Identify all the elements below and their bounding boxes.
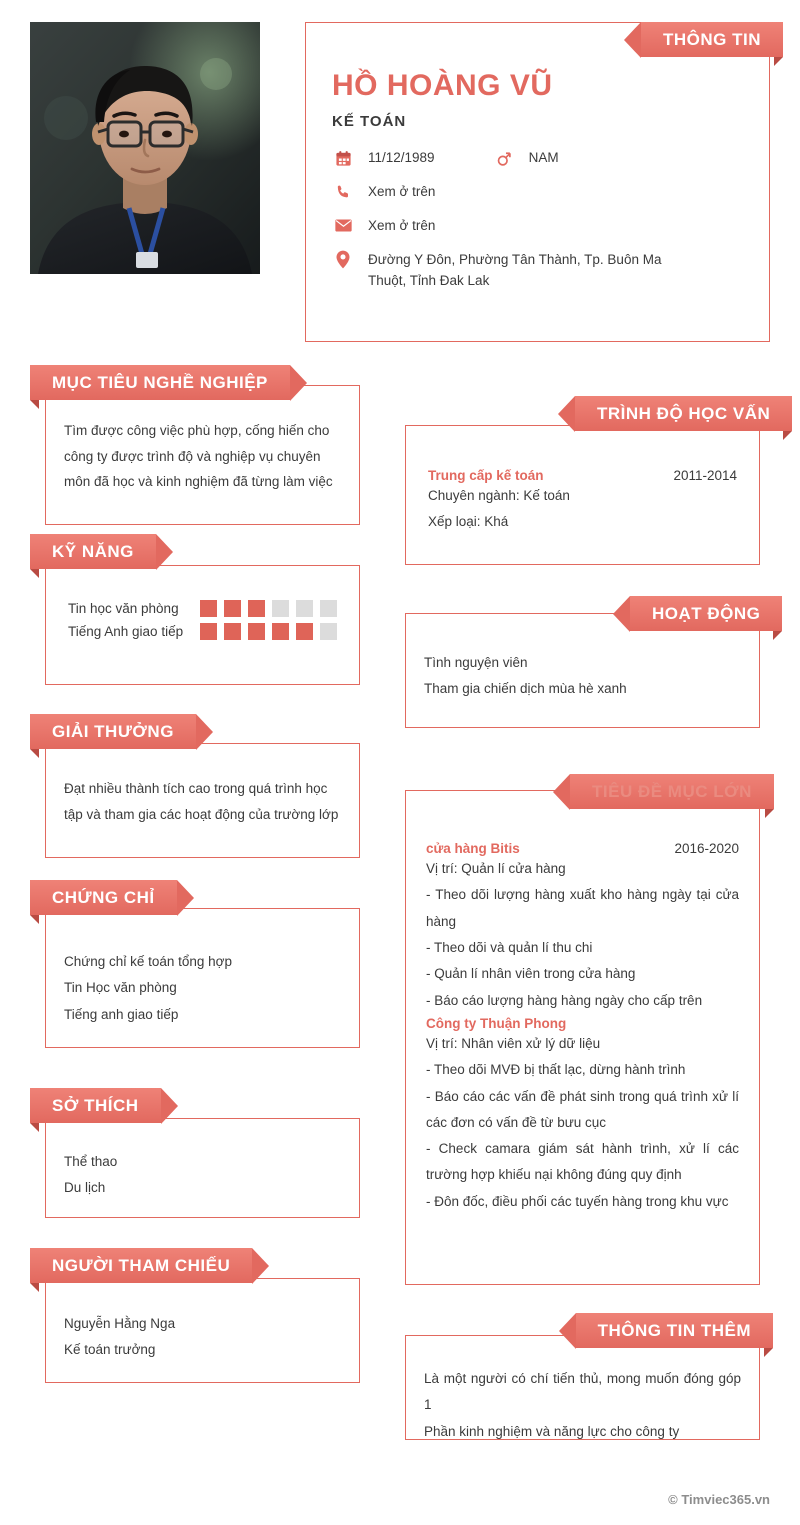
phone-value: Xem ở trên bbox=[368, 183, 436, 199]
experience-job1-line: - Theo dõi lượng hàng xuất kho hàng ngày tại cửa hàng bbox=[426, 887, 739, 929]
skill-dot bbox=[320, 623, 337, 640]
address-row bbox=[332, 250, 743, 292]
address-value bbox=[368, 250, 661, 292]
certificates-ribbon: CHỨNG CHỈ bbox=[30, 880, 177, 915]
skill-dot bbox=[248, 600, 265, 617]
phone-icon bbox=[332, 182, 354, 202]
experience-job2-title: Công ty Thuận Phong bbox=[426, 1015, 567, 1031]
email-value: Xem ở trên bbox=[368, 217, 436, 233]
address-line-2: Thuột, Tỉnh Đak Lak bbox=[368, 272, 490, 288]
education-entry-date: 2011-2014 bbox=[673, 468, 737, 483]
hobbies-ribbon: SỞ THÍCH bbox=[30, 1088, 161, 1123]
experience-job1-head bbox=[426, 841, 739, 856]
awards-line-1: Đạt nhiều thành tích cao trong quá trình học bbox=[64, 781, 328, 796]
awards-ribbon: GIẢI THƯỞNG bbox=[30, 714, 196, 749]
candidate-name: HỒ HOÀNG VŨ bbox=[332, 69, 553, 102]
experience-job2-line: - Đôn đốc, điều phối các tuyến hàng trong khu vực bbox=[426, 1193, 729, 1209]
skill-row bbox=[68, 600, 337, 617]
experience-job1-line: - Quản lí nhân viên trong cửa hàng bbox=[426, 966, 636, 982]
activity-line-1: Tình nguyện viên bbox=[424, 655, 528, 670]
objective-line-3: môn đã học và kinh nghiệm đã từng làm việc bbox=[64, 474, 333, 490]
experience-job1-line: Vị trí: Quản lí cửa hàng bbox=[426, 861, 566, 876]
experience-panel bbox=[405, 790, 760, 1285]
skills-ribbon: KỸ NĂNG bbox=[30, 534, 156, 569]
objective-panel bbox=[45, 385, 360, 525]
skill-dot bbox=[296, 600, 313, 617]
skill-dot bbox=[320, 600, 337, 617]
extra-info-ribbon: THÔNG TIN THÊM bbox=[576, 1313, 773, 1348]
phone-row bbox=[332, 182, 743, 203]
references-panel bbox=[45, 1278, 360, 1383]
hobby-item: Thể thao bbox=[64, 1154, 118, 1169]
experience-job2-line: Vị trí: Nhân viên xử lý dữ liệu bbox=[426, 1035, 601, 1051]
personal-info-ribbon: THÔNG TIN bbox=[641, 22, 783, 57]
experience-job1-date: 2016-2020 bbox=[674, 841, 739, 856]
skill-label: Tiếng Anh giao tiếp bbox=[68, 624, 184, 639]
objective-line-1: Tìm được công việc phù hợp, cống hiến cho bbox=[64, 423, 330, 438]
certificate-item: Chứng chỉ kế toán tổng hợp bbox=[64, 954, 232, 969]
location-pin-icon bbox=[332, 250, 354, 270]
certificates-ribbon-wrap bbox=[30, 880, 177, 915]
skill-dot bbox=[296, 623, 313, 640]
hobbies-ribbon-wrap bbox=[30, 1088, 161, 1123]
objective-ribbon: MỤC TIÊU NGHỀ NGHIỆP bbox=[30, 365, 290, 400]
personal-info-panel bbox=[305, 22, 770, 342]
awards-ribbon-wrap bbox=[30, 714, 196, 749]
profile-photo bbox=[30, 22, 260, 274]
skill-dot bbox=[224, 600, 241, 617]
education-line-1: Chuyên ngành: Kế toán bbox=[428, 488, 570, 503]
references-ribbon: NGƯỜI THAM CHIẾU bbox=[30, 1248, 252, 1283]
objective-line-2: công ty được trình độ và nghiệp vụ chuyên bbox=[64, 448, 321, 464]
hobby-item: Du lịch bbox=[64, 1180, 106, 1196]
experience-job2-line: - Báo cáo các vấn đề phát sinh trong quá trình xử lí các đơn có vấn đề từ bưu cục bbox=[426, 1088, 739, 1130]
birthday-row bbox=[332, 148, 743, 169]
skill-label: Tin học văn phòng bbox=[68, 601, 179, 616]
gender-value: NAM bbox=[528, 150, 559, 165]
skill-dot bbox=[200, 623, 217, 640]
email-row bbox=[332, 216, 743, 237]
page-title bbox=[332, 69, 743, 130]
objective-ribbon-wrap bbox=[30, 365, 290, 400]
education-panel bbox=[405, 425, 760, 565]
education-entry-title: Trung cấp kế toán bbox=[428, 468, 544, 483]
skill-level-dots bbox=[200, 623, 337, 640]
gender-icon bbox=[493, 148, 515, 168]
references-ribbon-wrap bbox=[30, 1248, 252, 1283]
education-entry-head bbox=[428, 468, 737, 483]
skill-row bbox=[68, 623, 337, 640]
experience-ribbon: TIÊU ĐỀ MỤC LỚN bbox=[570, 774, 774, 809]
experience-job1-title: cửa hàng Bitis bbox=[426, 841, 520, 856]
hobbies-panel bbox=[45, 1118, 360, 1218]
experience-job1-line: - Báo cáo lượng hàng hàng ngày cho cấp trên bbox=[426, 992, 703, 1008]
awards-panel bbox=[45, 743, 360, 858]
email-icon bbox=[332, 216, 354, 236]
extra-info-line-1: Là một người có chí tiến thủ, mong muốn đóng góp 1 bbox=[424, 1371, 741, 1413]
certificate-item: Tiếng anh giao tiếp bbox=[64, 1006, 179, 1022]
footer-watermark: © Timviec365.vn bbox=[668, 1492, 770, 1507]
awards-line-2: tập và tham gia các hoạt động của trường lớp bbox=[64, 806, 339, 822]
experience-job2-line: - Theo dõi MVĐ bị thất lạc, dừng hành trình bbox=[426, 1062, 686, 1078]
activities-ribbon-wrap bbox=[630, 596, 773, 631]
skill-dot bbox=[200, 600, 217, 617]
birthday-value: 11/12/1989 bbox=[368, 150, 435, 165]
skill-dot bbox=[224, 623, 241, 640]
calendar-icon bbox=[332, 148, 354, 168]
extra-info-ribbon-wrap bbox=[565, 1313, 773, 1348]
activity-line-2: Tham gia chiến dịch mùa hè xanh bbox=[424, 681, 627, 697]
education-ribbon-wrap bbox=[575, 396, 773, 431]
skills-panel bbox=[45, 565, 360, 685]
experience-job2-line: - Check camara giám sát hành trình, xử lí các trường hợp khiếu nại không đúng quy định bbox=[426, 1141, 739, 1183]
education-line-2: Xếp loại: Khá bbox=[428, 514, 509, 530]
education-ribbon: TRÌNH ĐỘ HỌC VẤN bbox=[575, 396, 792, 431]
experience-ribbon-wrap bbox=[570, 774, 773, 809]
skill-dot bbox=[248, 623, 265, 640]
skill-dot bbox=[272, 600, 289, 617]
skill-dot bbox=[272, 623, 289, 640]
certificates-panel bbox=[45, 908, 360, 1048]
candidate-job-title: KẾ TOÁN bbox=[332, 113, 407, 130]
extra-info-panel bbox=[405, 1335, 760, 1440]
certificate-item: Tin Học văn phòng bbox=[64, 980, 177, 996]
experience-job1-line: - Theo dõi và quản lí thu chi bbox=[426, 939, 593, 955]
skill-level-dots bbox=[200, 600, 337, 617]
activities-ribbon: HOẠT ĐỘNG bbox=[630, 596, 782, 631]
photo-illustration bbox=[30, 22, 260, 274]
extra-info-line-2: Phần kinh nghiệm và năng lực cho công ty bbox=[424, 1423, 680, 1439]
reference-item: Kế toán trưởng bbox=[64, 1342, 156, 1358]
address-line-1: Đường Y Đôn, Phường Tân Thành, Tp. Buôn Ma bbox=[368, 251, 662, 267]
skills-ribbon-wrap bbox=[30, 534, 156, 569]
reference-item: Nguyễn Hằng Nga bbox=[64, 1316, 176, 1331]
